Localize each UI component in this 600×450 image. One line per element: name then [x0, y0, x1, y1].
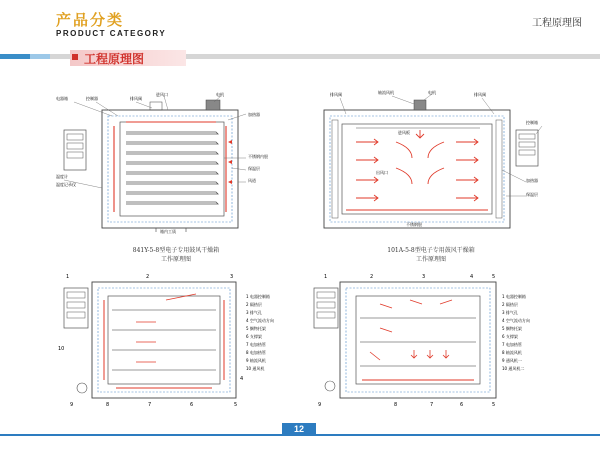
diagram-841y-caption — [76, 246, 276, 264]
legend-item: 6 支撑架 — [246, 334, 262, 339]
bottom-label: 箱内工质 — [160, 229, 176, 234]
num-top-4: 4 — [470, 274, 474, 280]
airflow-arrows — [370, 300, 452, 360]
callout-top-4: 排风阀 — [474, 92, 486, 97]
callout-top-3: 电机 — [428, 90, 436, 95]
category-title-cn: 产品分类 — [56, 11, 125, 29]
airflow-arrows — [136, 294, 196, 362]
num-side-6: 6 — [190, 402, 194, 408]
legend-item: 6 支撑架 — [502, 334, 518, 339]
num-top-3: 3 — [422, 274, 426, 280]
callout-inner-1: 进风板 — [398, 130, 410, 135]
callout-left-4: 温度记录仪 — [56, 182, 76, 187]
section-marker — [72, 54, 78, 60]
legend-item: 4 空气流动方向 — [502, 318, 530, 323]
control-panel — [64, 130, 86, 170]
callout-right-4: 风道 — [248, 178, 256, 183]
legend — [246, 293, 274, 371]
num-bottom-8: 8 — [394, 402, 398, 408]
num-side-7: 7 — [148, 402, 152, 408]
airflow-arrows — [356, 130, 478, 201]
num-top-2: 2 — [146, 274, 150, 280]
legend — [502, 293, 530, 371]
diagram-101a — [316, 90, 556, 234]
legend-item: 9 轴流风机 — [246, 358, 266, 363]
callout-top-1: 排风阀 — [330, 92, 342, 97]
caption-line-2: 工作原理图 — [160, 256, 191, 263]
num-side-8: 8 — [106, 402, 110, 408]
fan-motor — [414, 100, 426, 110]
cabinet-outer — [92, 282, 236, 398]
num-top-2: 2 — [370, 274, 374, 280]
num-top-5: 5 — [492, 274, 496, 280]
callout-top-1: 排风阀 — [130, 96, 142, 101]
caption-line-1: 841Y-5-8型电子专用鼓风干燥箱 — [132, 247, 220, 254]
legend-item: 3 排气孔 — [246, 310, 262, 315]
legend-item: 1 电器控制箱 — [502, 294, 526, 299]
header-strip-blue — [0, 54, 30, 59]
callout-inner-2: 出风口 — [376, 170, 388, 175]
num-side-5: 5 — [234, 402, 238, 408]
legend-item: 8 轴流风机 — [502, 350, 522, 355]
motor — [206, 100, 220, 110]
callout-top-2: 进风口 — [156, 92, 168, 97]
num-bottom-6: 6 — [460, 402, 464, 408]
num-bottom-5: 5 — [492, 402, 496, 408]
legend-item: 1 电器控制箱 — [246, 294, 270, 299]
shelves — [126, 132, 218, 204]
legend-item: 10 通风机 — [246, 366, 265, 371]
page-label: 工程原理图 — [532, 18, 582, 29]
legend-item: 8 电加热管 — [246, 350, 266, 355]
inner-chamber — [356, 296, 480, 384]
num-bottom-9: 9 — [318, 402, 322, 408]
shelves — [112, 310, 216, 370]
category-title-en: PRODUCT CATEGORY — [56, 29, 167, 38]
diagram-101a-caption — [326, 246, 536, 264]
inner-chamber — [342, 124, 492, 214]
section-title: 工程原理图 — [84, 52, 145, 66]
insulation-layer — [98, 288, 230, 392]
airflow-arrows — [228, 140, 232, 184]
page-header — [0, 0, 600, 50]
callout-top-left-2: 控制器 — [86, 96, 98, 101]
num-side-4: 4 — [240, 376, 244, 382]
num-top-3: 3 — [230, 274, 234, 280]
callout-left-3: 温度计 — [56, 174, 68, 179]
num-top-1: 1 — [66, 274, 70, 280]
fan — [77, 383, 87, 393]
heater-lines — [114, 122, 226, 212]
num-top-1: 1 — [324, 274, 328, 280]
cabinet-outer — [102, 110, 238, 228]
cabinet-outer — [340, 282, 496, 398]
control-panel — [516, 130, 538, 166]
shelves — [360, 318, 476, 366]
caption-line-1: 101A-5-8型电子专用鼓风干燥箱 — [387, 247, 475, 254]
page-number: 12 — [282, 423, 316, 435]
callout-right-2: 不锈钢内胆 — [248, 154, 268, 159]
bottom-label: 不锈钢胆 — [406, 222, 422, 227]
num-side-9: 9 — [70, 402, 74, 408]
legend-item: 4 空气流动方向 — [246, 318, 274, 323]
caption-line-2: 工作原理图 — [415, 256, 446, 263]
callout-right-3: 保温层 — [526, 192, 538, 197]
legend-item: 7 电加热管 — [502, 342, 522, 347]
legend-item: 3 排气孔 — [502, 310, 518, 315]
legend-item: 5 搁物托架 — [246, 326, 266, 331]
diagram-shelf-oven — [56, 270, 296, 408]
heater-lines — [104, 300, 224, 388]
legend-item: 5 搁物托架 — [502, 326, 522, 331]
callout-right-3: 保温层 — [248, 166, 260, 171]
insulation-layer — [346, 288, 490, 392]
insulation-layer — [330, 116, 504, 222]
num-bottom-7: 7 — [430, 402, 434, 408]
legend-item: 2 隔热层 — [502, 302, 518, 307]
callout-right-2: 加热器 — [526, 178, 538, 183]
callout-top-2: 轴流风机 — [378, 90, 394, 95]
fan — [325, 381, 335, 391]
callout-right-1: 控制箱 — [526, 120, 538, 125]
callout-right-1: 加热器 — [248, 112, 260, 117]
num-side-10: 10 — [58, 346, 65, 352]
inner-chamber — [108, 296, 220, 384]
diagram-841y — [56, 92, 288, 234]
legend-item: 7 电加热管 — [246, 342, 266, 347]
legend-item: 9 通风机一 — [502, 358, 522, 363]
legend-item: 10 通风机二 — [502, 366, 525, 371]
legend-item: 2 隔热层 — [246, 302, 262, 307]
header-strip-lightblue — [30, 54, 50, 59]
callout-top-left-1: 电器箱 — [56, 96, 68, 101]
callout-top-3: 电机 — [216, 92, 224, 97]
diagram-fan-oven — [310, 270, 558, 408]
